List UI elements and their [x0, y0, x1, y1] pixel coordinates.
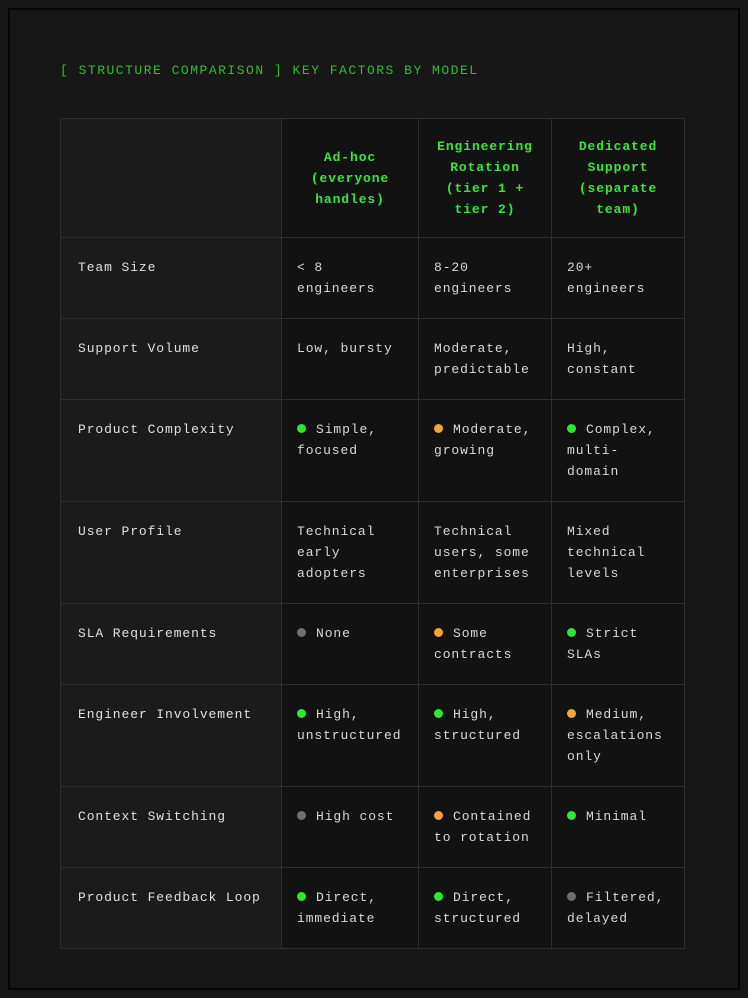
table-cell: [552, 685, 685, 787]
row-label: Context Switching: [61, 787, 282, 868]
cell-text: Minimal: [586, 809, 647, 824]
table-cell: [419, 502, 552, 604]
status-dot-icon-orange: [434, 811, 443, 820]
comparison-table: [60, 118, 685, 949]
row-label: Support Volume: [61, 319, 282, 400]
table-cell: [419, 604, 552, 685]
table-cell: [282, 319, 419, 400]
cell-text: Technical users, some enterprises: [434, 524, 530, 581]
row-label: Product Feedback Loop: [61, 868, 282, 949]
table-cell: [552, 604, 685, 685]
cell-text: Medium, escalations only: [567, 707, 663, 764]
cell-text: High cost: [316, 809, 395, 824]
status-dot-icon-green: [434, 892, 443, 901]
row-label: Engineer Involvement: [61, 685, 282, 787]
cell-text: Moderate, predictable: [434, 341, 530, 377]
status-dot-icon-green: [567, 811, 576, 820]
table-row: [61, 238, 685, 319]
page-title: [ STRUCTURE COMPARISON ] KEY FACTORS BY MODEL: [60, 63, 479, 78]
table-cell: [552, 319, 685, 400]
cell-text: Direct, immediate: [297, 890, 377, 926]
table-row: [61, 400, 685, 502]
cell-text: Strict SLAs: [567, 626, 639, 662]
cell-text: Contained to rotation: [434, 809, 532, 845]
table-cell: [419, 787, 552, 868]
table-row: [61, 502, 685, 604]
corner-cell: [61, 119, 282, 238]
cell-text: Mixed technical levels: [567, 524, 646, 581]
table-cell: [419, 685, 552, 787]
cell-text: None: [316, 626, 351, 641]
cell-text: Moderate, growing: [434, 422, 532, 458]
table-cell: [552, 868, 685, 949]
column-header-3: Dedicated Support (separate team): [552, 119, 685, 238]
table-cell: [419, 319, 552, 400]
table-cell: [552, 502, 685, 604]
table-row: [61, 604, 685, 685]
cell-text: High, unstructured: [297, 707, 402, 743]
table-cell: [282, 604, 419, 685]
cell-text: Simple, focused: [297, 422, 377, 458]
row-label: User Profile: [61, 502, 282, 604]
cell-text: Some contracts: [434, 626, 513, 662]
table-row: [61, 868, 685, 949]
status-dot-icon-green: [567, 424, 576, 433]
cell-text: 8-20 engineers: [434, 260, 513, 296]
status-dot-icon-green: [567, 628, 576, 637]
table-cell: [282, 502, 419, 604]
header-row: [61, 119, 685, 238]
table-cell: [282, 238, 419, 319]
status-dot-icon-gray: [567, 892, 576, 901]
cell-text: High, structured: [434, 707, 522, 743]
cell-text: 20+ engineers: [567, 260, 646, 296]
row-label: SLA Requirements: [61, 604, 282, 685]
table-cell: [282, 787, 419, 868]
status-dot-icon-green: [297, 709, 306, 718]
table-row: [61, 787, 685, 868]
cell-text: Technical early adopters: [297, 524, 376, 581]
table-cell: [282, 868, 419, 949]
table-body: [61, 238, 685, 949]
status-dot-icon-orange: [567, 709, 576, 718]
cell-text: Direct, structured: [434, 890, 522, 926]
status-dot-icon-gray: [297, 811, 306, 820]
status-dot-icon-orange: [434, 628, 443, 637]
cell-text: Filtered, delayed: [567, 890, 665, 926]
cell-text: Complex, multi-domain: [567, 422, 656, 479]
status-dot-icon-green: [297, 424, 306, 433]
table-cell: [419, 238, 552, 319]
table-cell: [552, 400, 685, 502]
table-row: [61, 319, 685, 400]
table-cell: [282, 400, 419, 502]
table-row: [61, 685, 685, 787]
cell-text: High, constant: [567, 341, 637, 377]
panel-frame: [8, 8, 740, 990]
row-label: Product Complexity: [61, 400, 282, 502]
table-cell: [552, 787, 685, 868]
status-dot-icon-gray: [297, 628, 306, 637]
row-label: Team Size: [61, 238, 282, 319]
cell-text: < 8 engineers: [297, 260, 376, 296]
table-cell: [419, 868, 552, 949]
column-header-2: Engineering Rotation (tier 1 + tier 2): [419, 119, 552, 238]
table-cell: [282, 685, 419, 787]
status-dot-icon-green: [297, 892, 306, 901]
status-dot-icon-orange: [434, 424, 443, 433]
table-cell: [552, 238, 685, 319]
column-header-1: Ad-hoc (everyone handles): [282, 119, 419, 238]
cell-text: Low, bursty: [297, 341, 393, 356]
table-cell: [419, 400, 552, 502]
status-dot-icon-green: [434, 709, 443, 718]
